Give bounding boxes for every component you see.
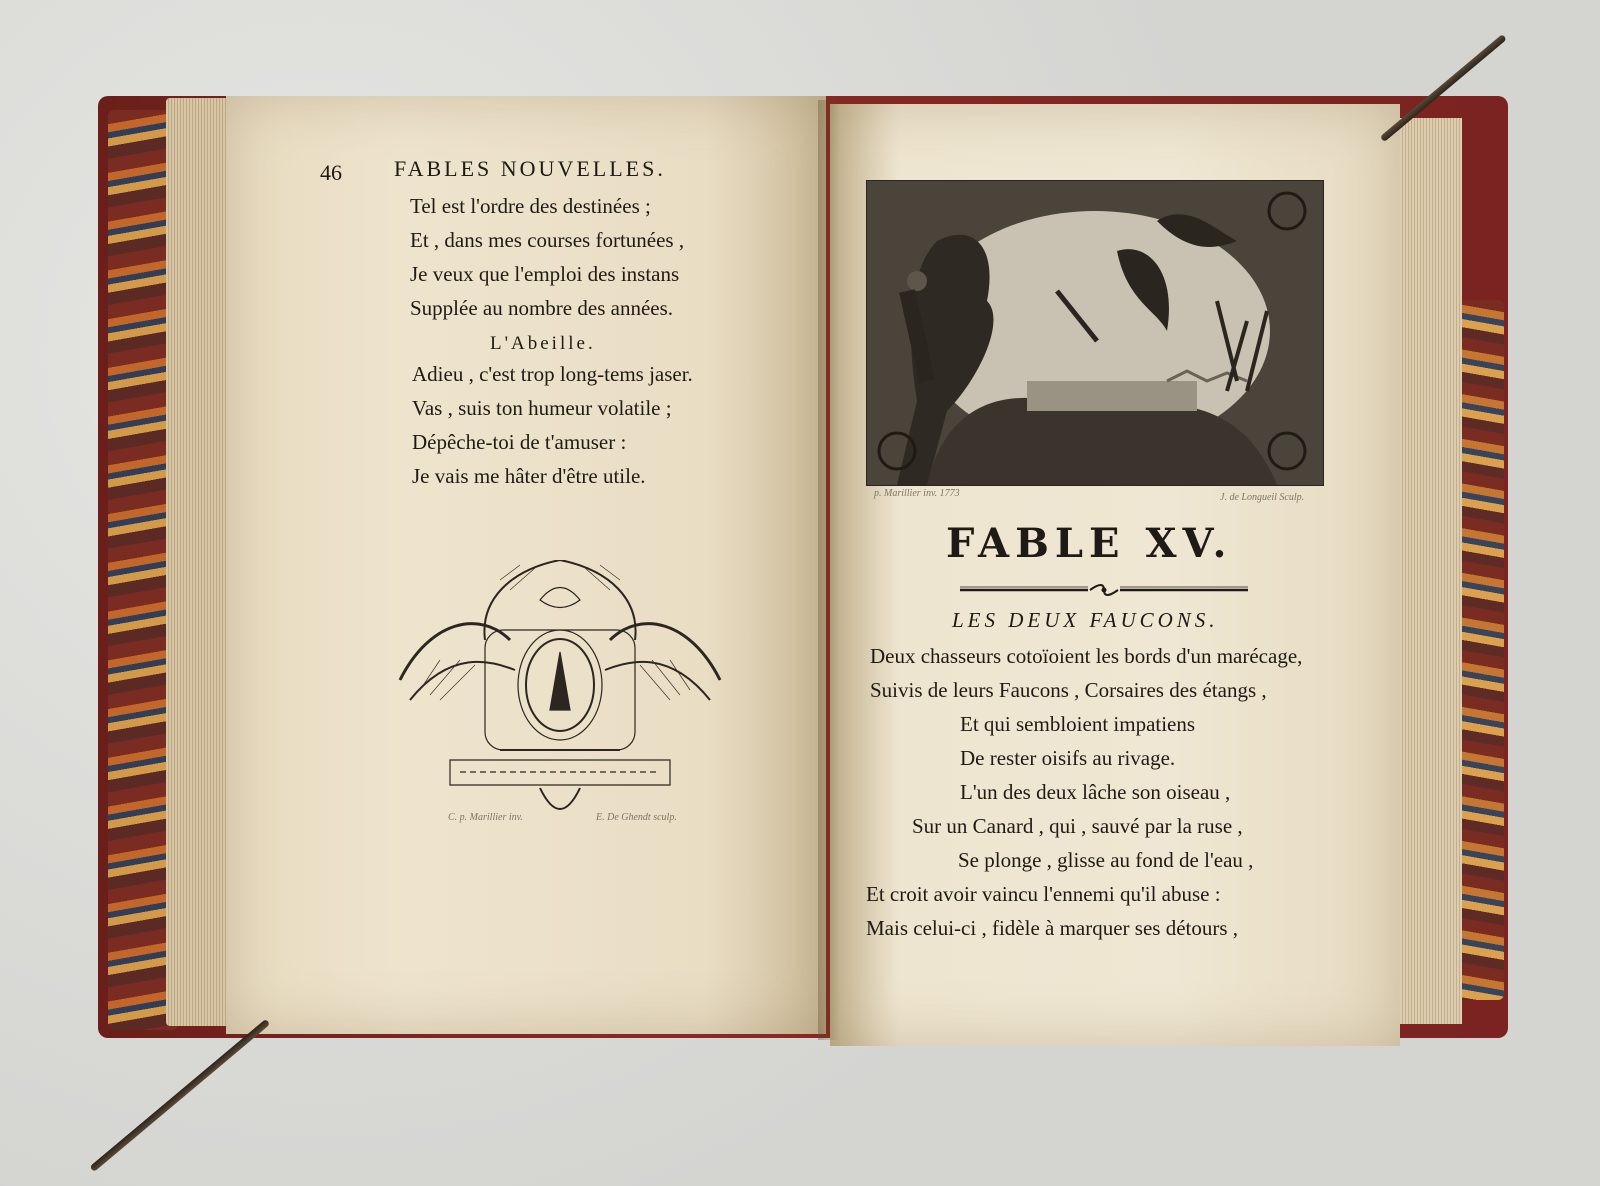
cul-de-lampe-vignette bbox=[390, 560, 730, 840]
verse-line: L'un des deux lâche son oiseau , bbox=[960, 780, 1231, 804]
engraving-illustration bbox=[866, 180, 1324, 486]
speaker-name: L'Abeille. bbox=[490, 333, 596, 354]
verse-line: Et croit avoir vaincu l'ennemi qu'il abuse : bbox=[866, 882, 1221, 906]
verse-line: De rester oisifs au rivage. bbox=[960, 746, 1176, 770]
running-head: FABLES NOUVELLES. bbox=[394, 156, 666, 181]
gutter-shadow bbox=[818, 100, 840, 1040]
verse-line: Supplée au nombre des années. bbox=[410, 296, 674, 320]
verse-line: Suivis de leurs Faucons , Corsaires des étangs , bbox=[870, 678, 1267, 702]
verse-line: Tel est l'ordre des destinées ; bbox=[410, 194, 651, 218]
engraving-credit-left: p. Marillier inv. 1773 bbox=[874, 488, 960, 499]
vignette-credit-right: E. De Ghendt sculp. bbox=[596, 812, 677, 823]
marbled-endpaper-right bbox=[1456, 300, 1504, 1000]
verse-line: Et qui sembloient impatiens bbox=[960, 712, 1196, 736]
engraving-credit-right: J. de Longueil Sculp. bbox=[1220, 492, 1305, 503]
fable-title: FABLE XV. bbox=[946, 520, 1233, 567]
verse-line: Mais celui-ci , fidèle à marquer ses détours , bbox=[866, 916, 1239, 940]
verse-line: Vas , suis ton humeur volatile ; bbox=[412, 396, 672, 420]
ornamental-rule bbox=[958, 582, 1250, 598]
verse-line: Deux chasseurs cotoïoient les bords d'un marécage, bbox=[870, 644, 1303, 668]
verse-line: Je vais me hâter d'être utile. bbox=[412, 464, 646, 488]
vignette-credit-left: C. p. Marillier inv. bbox=[448, 812, 523, 823]
verse-line: Je veux que l'emploi des instans bbox=[410, 262, 680, 286]
fable-subtitle: LES DEUX FAUCONS. bbox=[952, 608, 1219, 632]
verse-line: Dépêche-toi de t'amuser : bbox=[412, 430, 627, 454]
verse-line: Se plonge , glisse au fond de l'eau , bbox=[958, 848, 1254, 872]
verse-line: Sur un Canard , qui , sauvé par la ruse , bbox=[912, 814, 1243, 838]
page-number: 46 bbox=[320, 160, 342, 185]
verse-line: Et , dans mes courses fortunées , bbox=[410, 228, 685, 252]
verse-line: Adieu , c'est trop long-tems jaser. bbox=[412, 362, 693, 386]
page-holder-rod-bottom bbox=[90, 1019, 271, 1172]
